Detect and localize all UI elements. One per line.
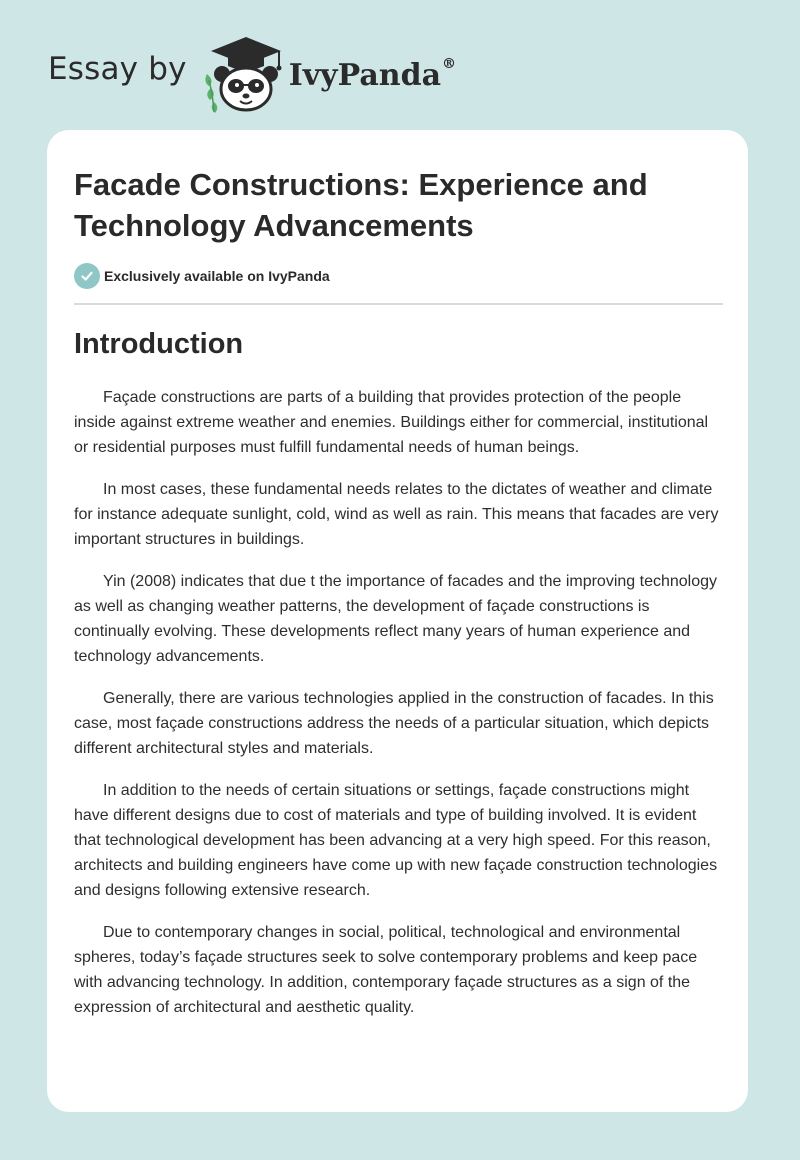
paragraph: In most cases, these fundamental needs relates to the dictates of weather and climate for instance adequate sunlight, cold, wind as well as rain. This means that facades are very important structures in buildings. <box>74 481 719 548</box>
check-icon <box>74 263 100 289</box>
panda-logo-icon[interactable] <box>201 34 291 114</box>
paragraph: Yin (2008) indicates that due t the importance of facades and the improving technology as well as changing weather patterns, the development of façade constructions is continually evolving. These developments reflect many years of human experience and technology advancements. <box>74 573 718 665</box>
essay-card <box>47 130 748 1112</box>
exclusive-label: Exclusively available on IvyPanda <box>104 268 330 284</box>
essay-by-label: Essay by <box>48 51 187 87</box>
divider <box>74 303 723 305</box>
paragraph: Generally, there are various technologies applied in the construction of facades. In this case, most façade constructions address the needs of a particular situation, which depicts different architectural styles and materials. <box>74 690 714 757</box>
exclusive-badge <box>74 263 330 289</box>
paragraph: In addition to the needs of certain situations or settings, façade constructions might have different designs due to cost of materials and type of building involved. It is evident that technological development has been advancing at a very high speed. For this reason, architects and building engineers have come up with new façade construction technologies and designs following extensive research. <box>74 782 718 899</box>
site-header <box>48 34 456 114</box>
paragraph: Façade constructions are parts of a building that provides protection of the people inside against extreme weather and enemies. Buildings either for commercial, institutional or residential purposes must fulfill fundamental needs of human beings. <box>74 389 709 456</box>
essay-body <box>74 385 726 1037</box>
paragraph: Due to contemporary changes in social, political, technological and environmental spheres, today’s façade structures seek to solve contemporary problems and keep pace with advancing technology. In addition, contemporary façade structures as a sign of the expression of architectural and aesthetic quality. <box>74 924 698 1016</box>
essay-title: Facade Constructions: Experience and Technology Advancements <box>74 167 648 243</box>
section-heading: Introduction <box>74 328 244 360</box>
brand-name[interactable]: IvyPanda® <box>288 55 457 93</box>
registered-mark: ® <box>442 55 457 72</box>
